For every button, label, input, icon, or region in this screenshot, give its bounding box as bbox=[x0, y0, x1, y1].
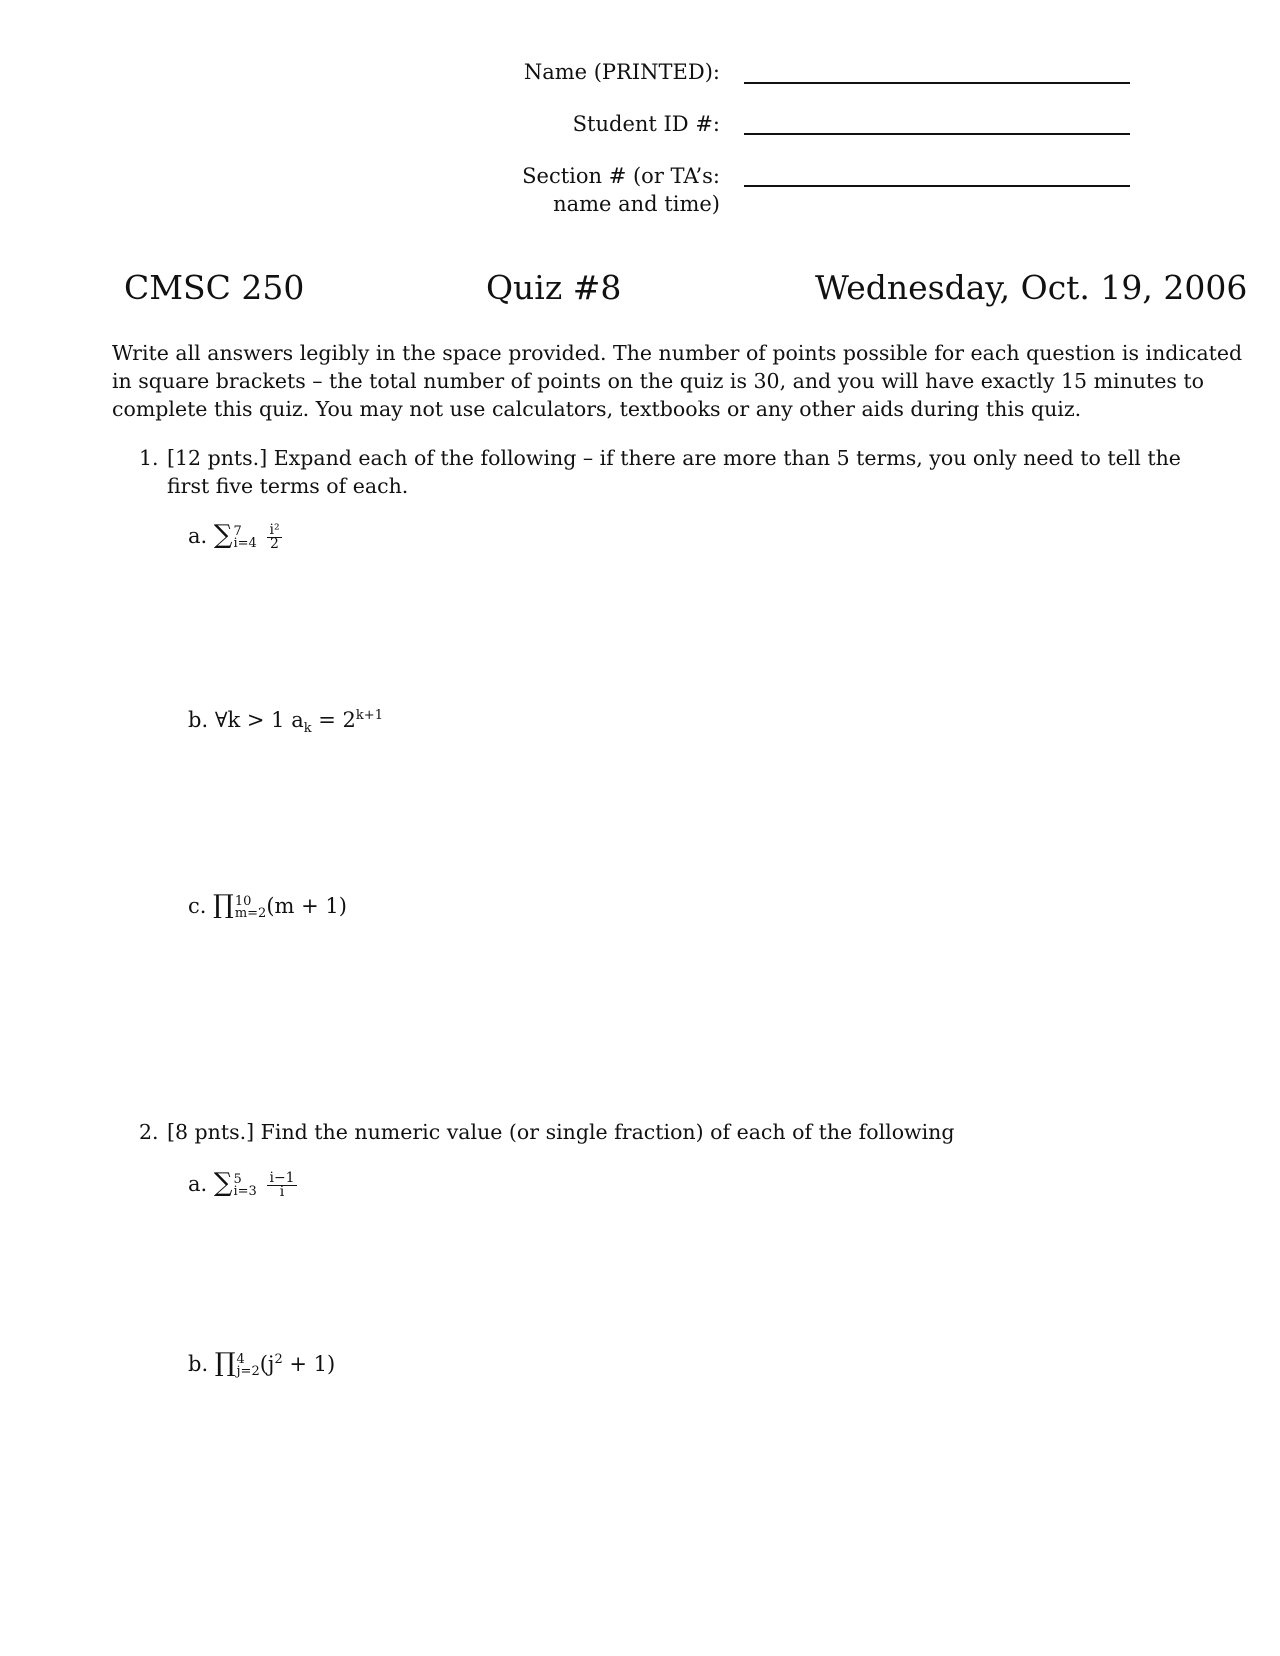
upper-limit: 10 bbox=[234, 893, 252, 909]
quiz-title: Quiz #8 bbox=[486, 268, 622, 307]
section-label-line2: name and time) bbox=[553, 192, 720, 216]
name-label: Name (PRINTED): bbox=[523, 60, 720, 84]
expression: ∀k > 1 a bbox=[214, 708, 304, 732]
section-line[interactable] bbox=[744, 185, 1130, 187]
question-2a bbox=[188, 1168, 297, 1199]
fraction bbox=[267, 1172, 296, 1199]
question-2-text: [8 pnts.] Find the numeric value (or single fraction) of each of the following bbox=[167, 1120, 955, 1144]
instructions-line: complete this quiz. You may not use calculators, textbooks or any other aids during this quiz. bbox=[112, 397, 1082, 421]
fraction bbox=[267, 524, 281, 551]
question-1-number: 1. bbox=[139, 446, 159, 470]
product-body: (m + 1) bbox=[266, 894, 347, 918]
section-label-line1: Section # (or TA’s: bbox=[522, 164, 720, 188]
question-1-text-line: first five terms of each. bbox=[167, 474, 409, 498]
sum-symbol: ∑ bbox=[213, 1168, 233, 1198]
denominator: i bbox=[279, 1184, 285, 1200]
equals-expression: = 2 bbox=[311, 708, 356, 732]
name-line[interactable] bbox=[744, 82, 1130, 84]
instructions bbox=[112, 339, 1242, 423]
upper-limit: 4 bbox=[236, 1351, 245, 1367]
quiz-date: Wednesday, Oct. 19, 2006 bbox=[815, 268, 1248, 307]
lower-limit: m=2 bbox=[234, 905, 267, 921]
part-label: b. bbox=[188, 1352, 209, 1376]
student-id-line[interactable] bbox=[744, 133, 1130, 135]
lower-limit: j=2 bbox=[236, 1363, 260, 1379]
instructions-line: Write all answers legibly in the space provided. The number of points possible for each question is indicated bbox=[112, 341, 1243, 365]
denominator: 2 bbox=[270, 536, 279, 552]
instructions-line: in square brackets – the total number of points on the quiz is 30, and you will have exactly 15 minutes to bbox=[112, 369, 1205, 393]
question-1b bbox=[188, 708, 383, 736]
question-2b bbox=[188, 1348, 335, 1378]
numerator: i−1 bbox=[269, 1170, 295, 1186]
question-1-text-line: [12 pnts.] Expand each of the following – if there are more than 5 terms, you only need to tell the bbox=[167, 446, 1181, 470]
course-title: CMSC 250 bbox=[124, 268, 305, 307]
question-1a bbox=[188, 520, 282, 551]
question-1-text bbox=[167, 444, 1181, 500]
sum-limits bbox=[233, 523, 257, 551]
lower-limit: i=3 bbox=[233, 1183, 257, 1199]
question-1c bbox=[188, 890, 347, 920]
product-body-close: + 1) bbox=[282, 1352, 336, 1376]
question-2-number: 2. bbox=[139, 1120, 159, 1144]
sum-limits bbox=[233, 1171, 257, 1199]
product-limits bbox=[234, 893, 267, 921]
part-label: a. bbox=[188, 1172, 208, 1196]
part-label: a. bbox=[188, 524, 208, 548]
part-label: c. bbox=[188, 894, 207, 918]
subscript: k bbox=[303, 721, 312, 737]
product-symbol: ∏ bbox=[214, 1348, 236, 1378]
upper-limit: 7 bbox=[233, 523, 242, 539]
exponent: k+1 bbox=[355, 708, 383, 723]
lower-limit: i=4 bbox=[233, 535, 257, 551]
product-body-exponent: 2 bbox=[274, 1352, 283, 1367]
part-label: b. bbox=[188, 708, 209, 732]
numerator: i² bbox=[269, 522, 280, 538]
upper-limit: 5 bbox=[233, 1171, 242, 1187]
product-symbol: ∏ bbox=[213, 890, 234, 920]
product-body-open: (j bbox=[259, 1352, 275, 1376]
product-limits bbox=[236, 1351, 260, 1379]
sum-symbol: ∑ bbox=[213, 520, 233, 550]
student-id-label: Student ID #: bbox=[572, 112, 720, 136]
